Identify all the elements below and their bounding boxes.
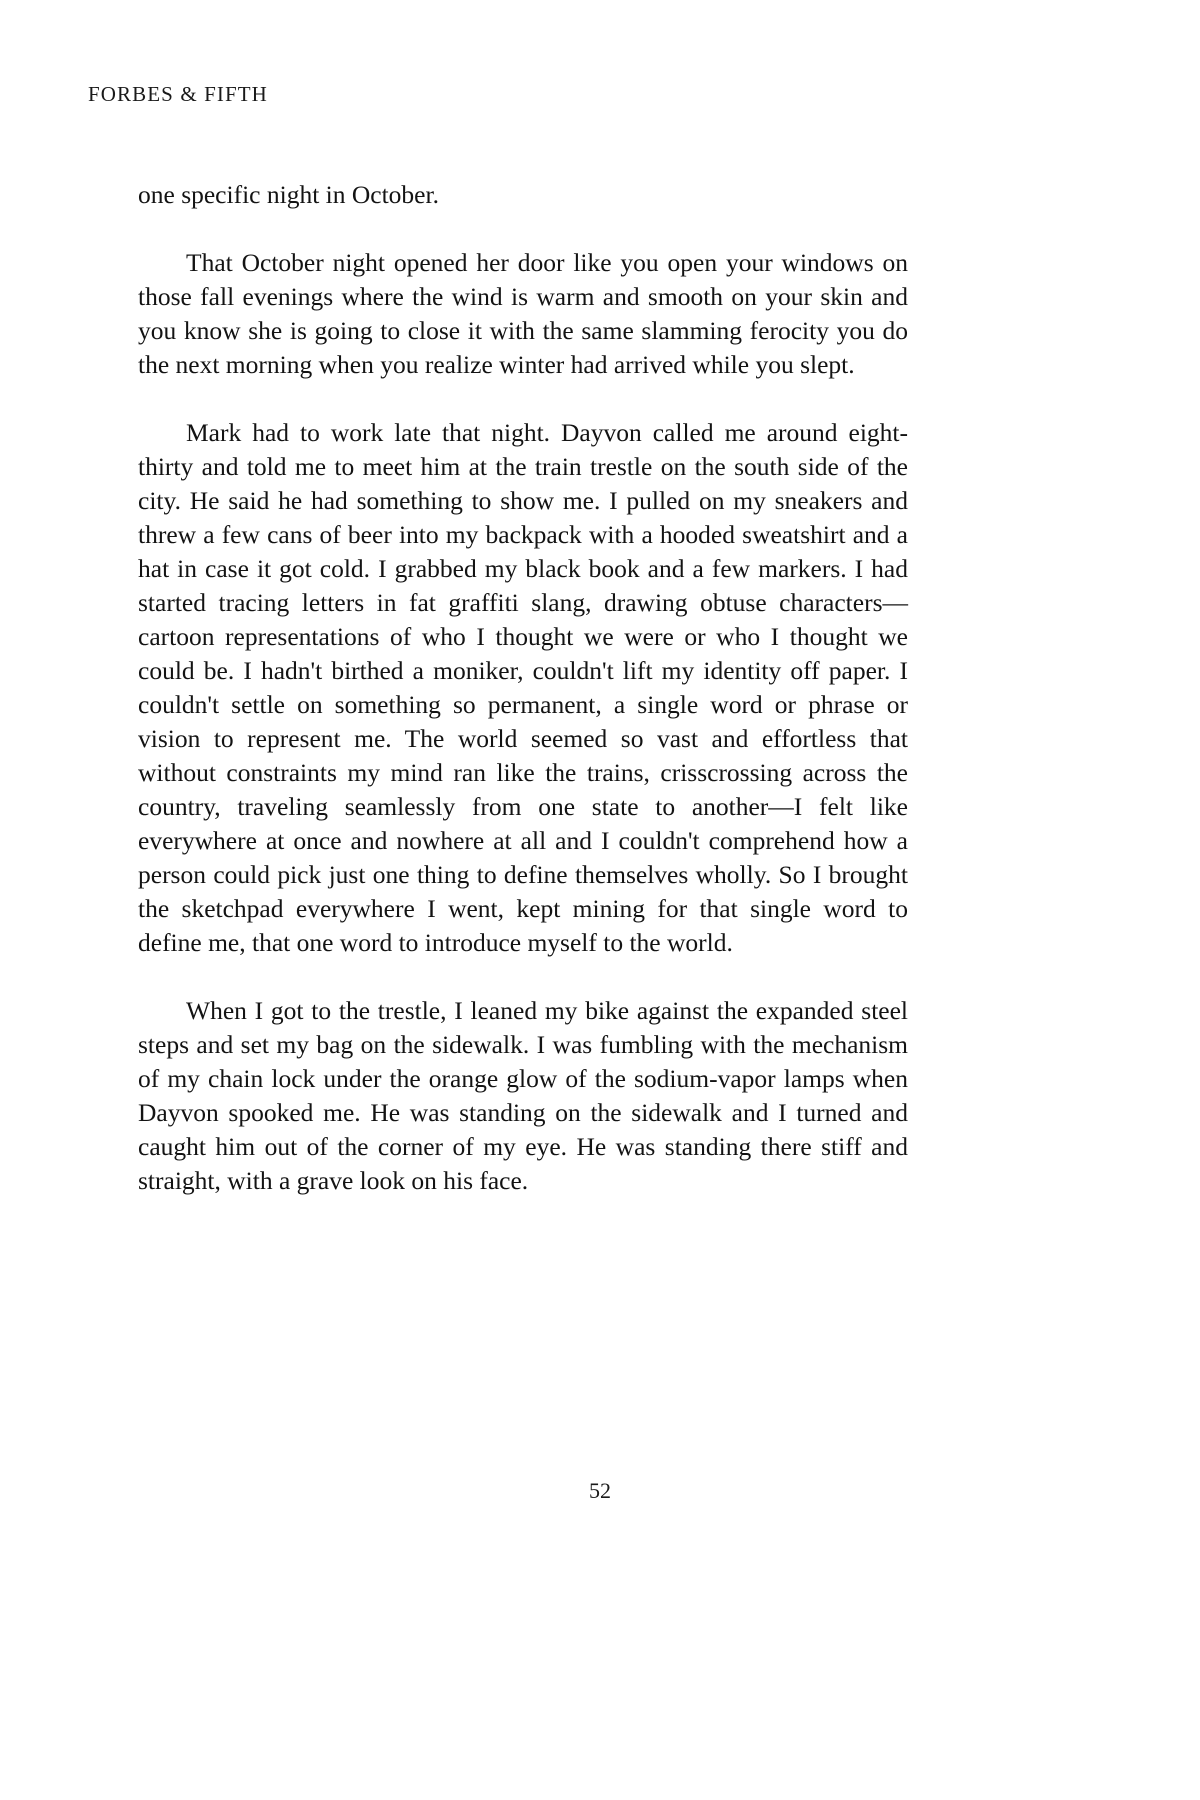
paragraph-3: Mark had to work late that night. Dayvon called me around eight-thirty and told me to meet him at the train trestle on the south side of the city. He said he had something to show me. I pulled on my sneakers and threw a few cans of beer into my backpack with a hooded sweatshirt and a hat in case it got cold. I grabbed my black book and a few markers. I had started tracing letters in fat graffiti slang, drawing obtuse characters—cartoon representations of who I thought we were or who I thought we could be. I hadn't birthed a moniker, couldn't lift my identity off paper. I couldn't settle on something so permanent, a single word or phrase or vision to represent me. The world seemed so vast and effortless that without constraints my mind ran like the trains, crisscrossing across the country, traveling seamlessly from one state to another—I felt like everywhere at once and nowhere at all and I couldn't comprehend how a person could pick just one thing to define themselves wholly. So I brought the sketchpad everywhere I went, kept mining for that single word to define me, that one word to introduce myself to the world. xyxy=(138,418,908,957)
paragraph-2: That October night opened her door like you open your windows on those fall evenings where the wind is warm and smooth on your skin and you know she is going to close it with the same slamming ferocity you do the next morning when you realize winter had arrived while you slept. xyxy=(138,248,908,379)
page-number: 52 xyxy=(589,1478,611,1503)
paragraph-4: When I got to the trestle, I leaned my bike against the expanded steel steps and set my bag on the sidewalk. I was fumbling with the mechanism of my chain lock under the orange glow of the sodium-vapor lamps when Dayvon spooked me. He was standing on the sidewalk and I turned and caught him out of the corner of my eye. He was standing there stiff and straight, with a grave look on his face. xyxy=(138,996,908,1195)
paragraph-1: one specific night in October. xyxy=(138,180,439,209)
running-head: FORBES & FIFTH xyxy=(88,82,268,106)
page-footer xyxy=(0,1478,1200,1504)
body-text-column xyxy=(138,178,908,1232)
